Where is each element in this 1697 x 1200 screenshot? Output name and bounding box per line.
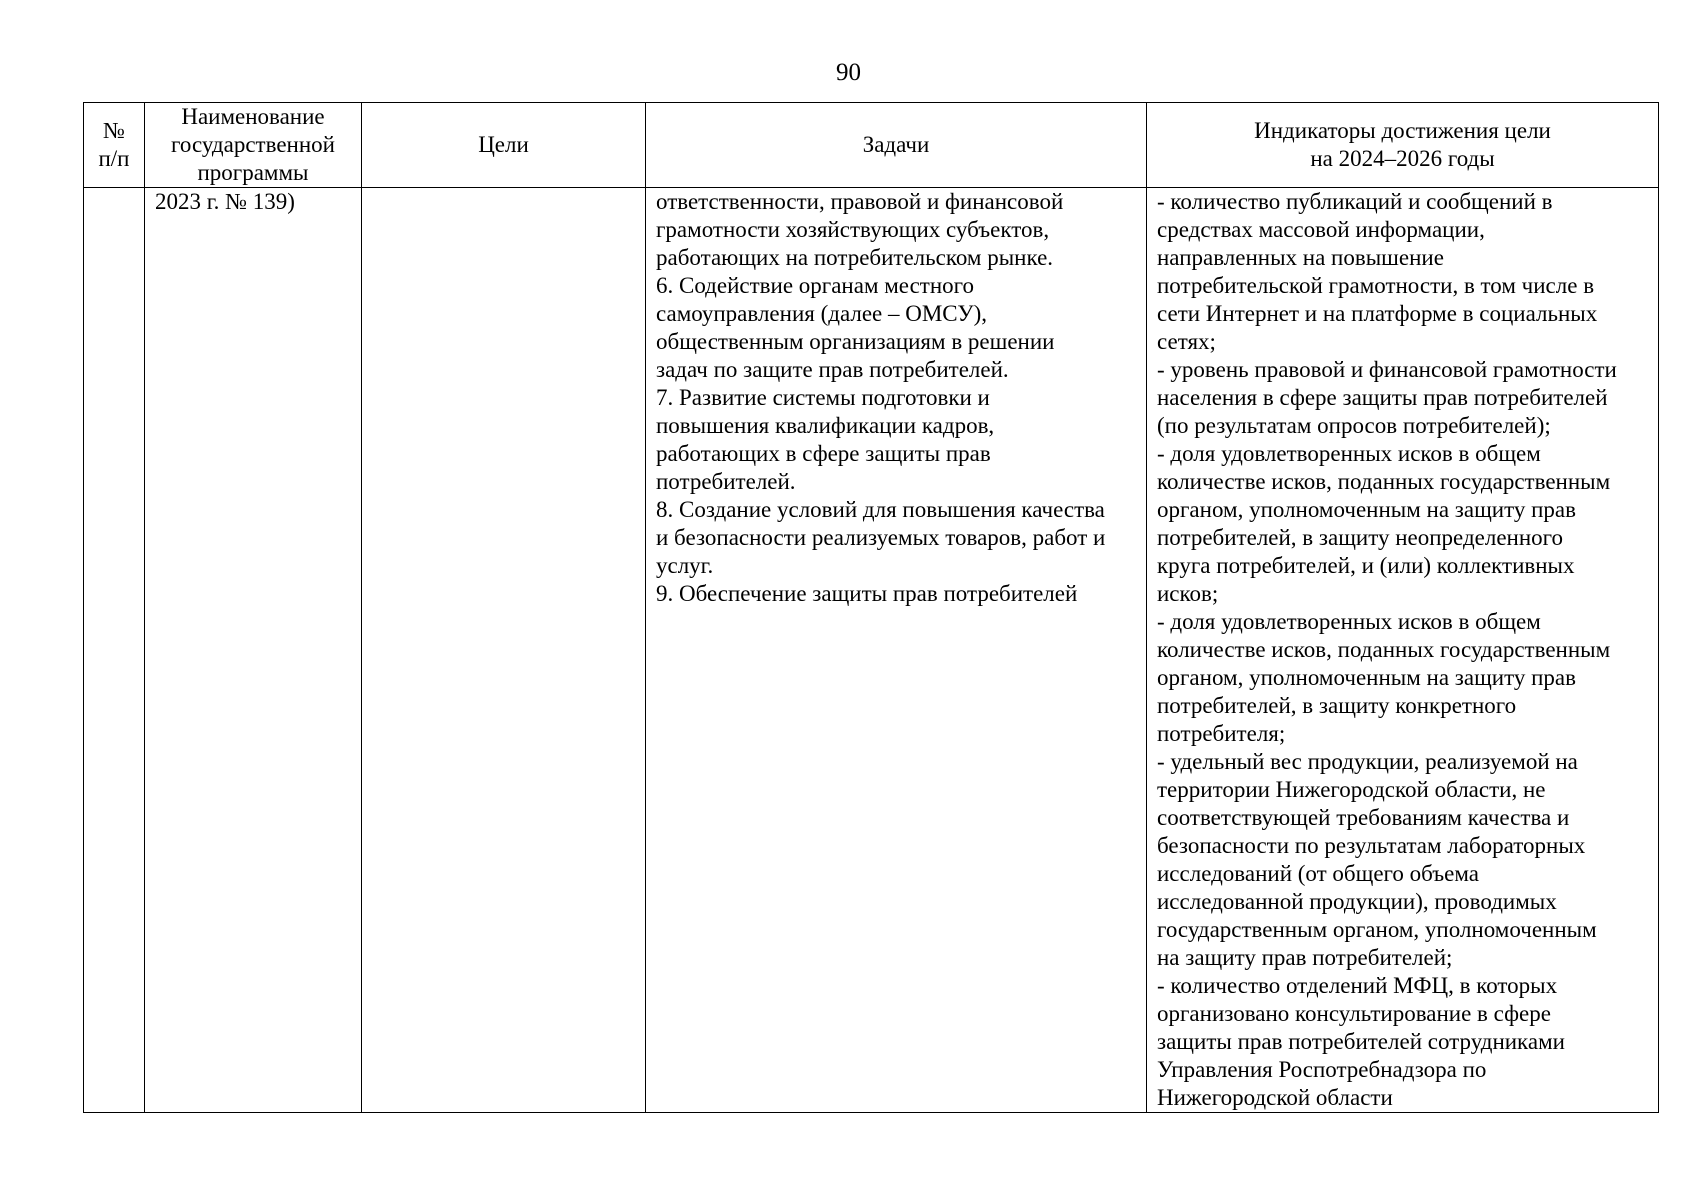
cell-line: органом, уполномоченным на защиту прав <box>1157 497 1576 522</box>
cell-line: населения в сфере защиты прав потребителей <box>1157 385 1608 410</box>
cell-number <box>84 188 145 1113</box>
cell-line: - доля удовлетворенных исков в общем <box>1157 609 1541 634</box>
cell-line: организовано консультирование в сфере <box>1157 1001 1551 1026</box>
header-number: № п/п <box>84 103 145 188</box>
cell-line: потребительской грамотности, в том числе в <box>1157 273 1595 298</box>
cell-line: потребителей. <box>656 469 796 494</box>
cell-line: средствах массовой информации, <box>1157 217 1485 242</box>
page-number: 90 <box>836 59 861 86</box>
cell-line: повышения квалификации кадров, <box>656 413 995 438</box>
cell-line: количестве исков, поданных государственным <box>1157 469 1611 494</box>
cell-line: (по результатам опросов потребителей); <box>1157 413 1551 438</box>
header-indicators: Индикаторы достижения цели на 2024–2026 годы <box>1147 103 1659 188</box>
program-table <box>83 102 1659 1113</box>
cell-line: соответствующей требованиям качества и <box>1157 805 1570 830</box>
cell-line: 6. Содействие органам местного <box>656 273 975 298</box>
cell-line: 9. Обеспечение защиты прав потребителей <box>656 581 1078 606</box>
cell-program-name: 2023 г. № 139) <box>145 188 362 1113</box>
cell-line: органом, уполномоченным на защиту прав <box>1157 665 1576 690</box>
cell-indicators <box>1147 188 1659 1113</box>
header-tasks: Задачи <box>646 103 1147 188</box>
cell-line: Нижегородской области <box>1157 1085 1393 1110</box>
cell-line: потребителя; <box>1157 721 1286 746</box>
cell-line: 8. Создание условий для повышения качества <box>656 497 1105 522</box>
cell-line: территории Нижегородской области, не <box>1157 777 1546 802</box>
cell-line: - количество отделений МФЦ, в которых <box>1157 973 1558 998</box>
cell-line: работающих в сфере защиты прав <box>656 441 991 466</box>
cell-line: Управления Роспотребнадзора по <box>1157 1057 1487 1082</box>
cell-line: услуг. <box>656 553 714 578</box>
header-program-name: Наименование государственной программы <box>145 103 362 188</box>
cell-line: и безопасности реализуемых товаров, работ и <box>656 525 1106 550</box>
cell-line: - доля удовлетворенных исков в общем <box>1157 441 1541 466</box>
cell-line: ответственности, правовой и финансовой <box>656 189 1064 214</box>
table-row <box>84 188 1659 1113</box>
cell-goals <box>362 188 646 1113</box>
cell-line: самоуправления (далее – ОМСУ), <box>656 301 988 326</box>
cell-line: задач по защите прав потребителей. <box>656 357 1009 382</box>
table-header-row <box>84 103 1659 188</box>
cell-line: работающих на потребительском рынке. <box>656 245 1054 270</box>
cell-line: - уровень правовой и финансовой грамотности <box>1157 357 1617 382</box>
cell-line: государственным органом, уполномоченным <box>1157 917 1597 942</box>
cell-line: потребителей, в защиту конкретного <box>1157 693 1517 718</box>
cell-line: исследованной продукции), проводимых <box>1157 889 1557 914</box>
cell-line: - удельный вес продукции, реализуемой на <box>1157 749 1578 774</box>
header-goals: Цели <box>362 103 646 188</box>
cell-line: 7. Развитие системы подготовки и <box>656 385 990 410</box>
cell-line: безопасности по результатам лабораторных <box>1157 833 1586 858</box>
cell-line: исследований (от общего объема <box>1157 861 1479 886</box>
cell-line: грамотности хозяйствующих субъектов, <box>656 217 1050 242</box>
cell-line: направленных на повышение <box>1157 245 1444 270</box>
cell-line: исков; <box>1157 581 1219 606</box>
cell-line: на защиту прав потребителей; <box>1157 945 1453 970</box>
cell-line: потребителей, в защиту неопределенного <box>1157 525 1564 550</box>
cell-line: защиты прав потребителей сотрудниками <box>1157 1029 1565 1054</box>
cell-line: общественным организациям в решении <box>656 329 1055 354</box>
cell-tasks <box>646 188 1147 1113</box>
cell-line: сети Интернет и на платформе в социальных <box>1157 301 1598 326</box>
cell-line: круга потребителей, и (или) коллективных <box>1157 553 1575 578</box>
cell-line: количестве исков, поданных государственным <box>1157 637 1611 662</box>
cell-line: сетях; <box>1157 329 1216 354</box>
cell-line: - количество публикаций и сообщений в <box>1157 189 1553 214</box>
